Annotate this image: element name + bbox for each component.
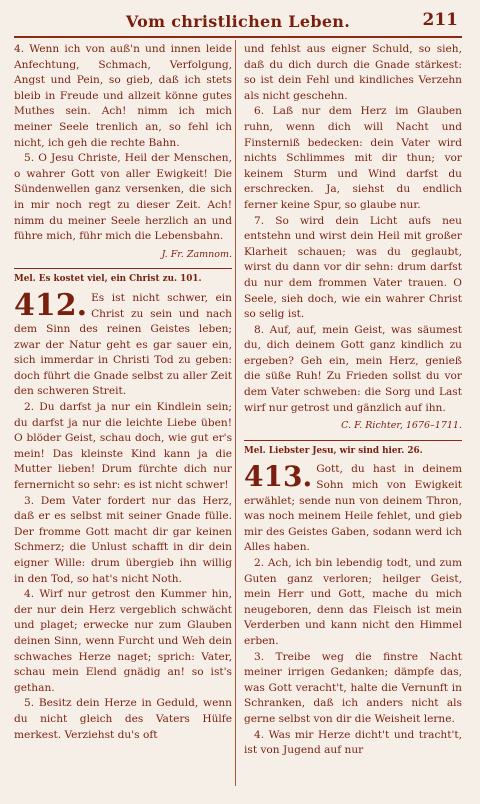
hymn-412-verse-6: 6. Laß nur dem Herz im Glauben ruhn, wenn dich will Nacht und Finsterniß bedecken: dein Vater wird nichts Schlimmes mit dir thun; vor keinem Sturm und Wind darfst du erschrecken. Ja, siehst du endlich ferner keine Spur, so glaube nur. xyxy=(244,105,462,211)
running-head: Vom christlichen Leben. xyxy=(125,12,351,31)
left-column xyxy=(14,42,232,743)
right-column xyxy=(244,42,462,759)
hymn-412-verse-5: 5. Besitz dein Herze in Geduld, wenn du nicht gleich des Vaters Hülfe merkest. Verziehst du's oft xyxy=(14,697,232,741)
page-number: 211 xyxy=(422,10,458,30)
hymn-number-412: 412. xyxy=(14,287,88,323)
hymn-413-verse-2: 2. Ach, ich bin lebendig todt, und zum Guten ganz verloren; heilger Geist, mein Herr und Gott, mache du mich neugeboren, denn das Fleisch ist mein Verderben und kann nicht den Himmel erben. xyxy=(244,557,462,647)
hymn-412-verse-2: 2. Du darfst ja nur ein Kindlein sein; du darfst ja nur die leichte Liebe üben! O blöder Geist, schau doch, wie gut er's mein! Das kleinste Kind kann ja die Mutter lieben! Drum fürchte dich nur fernernicht so sehr: es ist nicht schwer! xyxy=(14,401,232,492)
author-attribution-412: C. F. Richter, 1676–1711. xyxy=(341,420,462,432)
page-header xyxy=(14,8,462,38)
hymn-413-verse-3: 3. Treibe weg die finstre Nacht meiner irrigen Gedanken; dämpfe das, was Gott veracht't, halte die Vernunft in Schranken, daß ich anders nicht als gerne selbst von dir die Weisheit lerne. xyxy=(244,650,462,725)
hymn-412-verse-8: 8. Auf, auf, mein Geist, was säumest du, dich deinem Gott ganz kindlich zu ergeben? Geh ein, mein Herz, genieß die süße Ruh! Zu Frieden sollst du vor dem Vater schweben: die Sorg und Last wirf nur getrost und gänzlich auf ihn. xyxy=(244,323,462,414)
verse-4-previous-hymn: 4. Wenn ich von auß'n und innen leide Anfechtung, Schmach, Verfolgung, Angst und Pein, so gieb, daß ich stets bleib in Freude und allzeit könne gutes Muthes sein. Ach! nimm ich mich meiner Seele trenlich an, so fehl ich nicht, ich geh die rechte Bahn. xyxy=(14,43,232,149)
melody-line-413: Mel. Liebster Jesu, wir sind hier. 26. xyxy=(244,440,462,460)
hymn-412-verse-7: 7. So wird dein Licht aufs neu entstehn und wirst dein Heil mit großer Klarheit schauen; was du geglaubt, wirst du dann vor dir sehn: drum darfst du nur dem frommen Vater trauen. O Seele, sieh doch, wie ein wahrer Christ so selig ist. xyxy=(244,214,462,321)
hymn-412-verse-4: 4. Wirf nur getrost den Kummer hin, der nur dein Herz vergeblich schwächt und plaget; erwecke nur zum Glauben deinen Sinn, wenn Furcht und Weh dein schwaches Herze naget; sprich: Vater, schau mein Elend gnädig an! so ist's gethan. xyxy=(14,588,232,694)
verse-5-previous-hymn: 5. O Jesu Christe, Heil der Menschen, o wahrer Gott von aller Ewigkeit! Die Sündenwellen ganz versenken, die sich in mir noch regt zu dieser Zeit. Ach! nimm du meiner Seele herzlich an und führe mich, führ mich die Lebensbahn. xyxy=(14,152,232,243)
hymn-412 xyxy=(14,287,232,400)
melody-line-412: Mel. Es kostet viel, ein Christ zu. 101. xyxy=(14,268,232,288)
hymn-412-verse-5-cont: und fehlst aus eigner Schuld, so sieh, daß du dich durch die Gnade stärkest: so ist dein Fehl und kindliches Verzehn als nicht geschehn. xyxy=(244,43,462,102)
hymn-412-verse-3: 3. Dem Vater fordert nur das Herz, daß er es selbst mit seiner Gnade fülle. Der fromme Gott macht dir gar keinen Schmerz; die Unlust schafft in dir dein eigner Wille: drum übergieb ihn willig in den Tod, so hat's nicht Noth. xyxy=(14,494,232,585)
hymn-number-413: 413. xyxy=(244,460,313,494)
author-attribution: J. Fr. Zamnom. xyxy=(161,248,232,260)
hymn-412-verse-1: Es ist nicht schwer, ein Christ zu sein und nach dem Sinn des reinen Geistes leben; zwar der Natur geht es gar sauer ein, sich immerdar in Christi Tod zu geben: doch führt die Gnade selbst zu aller Zeit den schweren Streit. xyxy=(14,291,232,398)
hymn-413 xyxy=(244,462,462,556)
hymn-413-verse-4: 4. Was mir Herze dicht't und tracht't, ist von Jugend auf nur xyxy=(244,728,462,757)
hymn-413-verse-1: Gott, du hast in deinem Sohn mich von Ewigkeit erwählet; sende nun von deinem Thron, was noch meinem Heile fehlet, und gieb mir des Geistes Gaben, sodann werd ich Alles haben. xyxy=(244,463,462,554)
column-divider xyxy=(235,40,236,786)
